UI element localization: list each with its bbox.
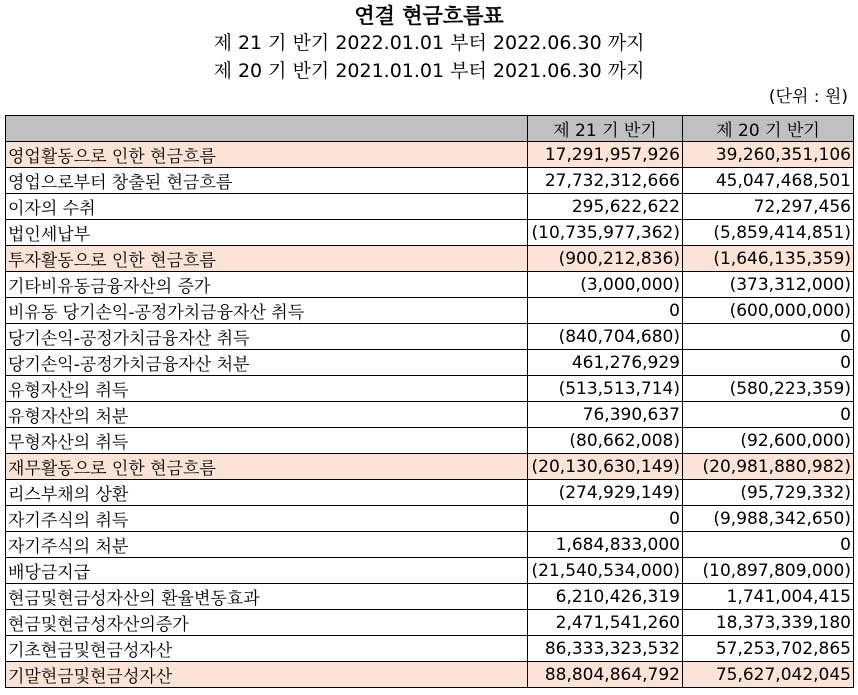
row-current: (20,130,630,149) [528, 454, 683, 480]
cash-flow-table [5, 115, 854, 688]
row-current: (21,540,534,000) [528, 558, 683, 584]
row-prior: (600,000,000) [683, 298, 854, 324]
row-current: 0 [528, 506, 683, 532]
header-current-period: 제 21 기 반기 [528, 116, 683, 142]
table-row [6, 610, 854, 636]
row-prior: (5,859,414,851) [683, 220, 854, 246]
table-row [6, 324, 854, 350]
row-prior: 45,047,468,501 [683, 168, 854, 194]
row-prior: 0 [683, 324, 854, 350]
row-prior: 72,297,456 [683, 194, 854, 220]
row-current: (840,704,680) [528, 324, 683, 350]
row-label: 영업으로부터 창출된 현금흐름 [6, 168, 528, 194]
row-current: (10,735,977,362) [528, 220, 683, 246]
row-current: 86,333,323,532 [528, 636, 683, 662]
table-row [6, 636, 854, 662]
row-prior: 18,373,339,180 [683, 610, 854, 636]
row-prior: (9,988,342,650) [683, 506, 854, 532]
row-current: (80,662,008) [528, 428, 683, 454]
table-row [6, 350, 854, 376]
row-prior: (10,897,809,000) [683, 558, 854, 584]
table-row [6, 142, 854, 168]
row-label: 법인세납부 [6, 220, 528, 246]
row-prior: 0 [683, 532, 854, 558]
row-label: 유형자산의 처분 [6, 402, 528, 428]
row-prior: (580,223,359) [683, 376, 854, 402]
row-current: 1,684,833,000 [528, 532, 683, 558]
table-row [6, 402, 854, 428]
row-label: 당기손익-공정가치금융자산 처분 [6, 350, 528, 376]
table-row [6, 558, 854, 584]
row-label: 리스부채의 상환 [6, 480, 528, 506]
table-row [6, 194, 854, 220]
table-row [6, 584, 854, 610]
row-prior: (1,646,135,359) [683, 246, 854, 272]
period-current: 제 21 기 반기 2022.01.01 부터 2022.06.30 까지 [213, 32, 645, 54]
table-row [6, 272, 854, 298]
table-row [6, 454, 854, 480]
row-label: 투자활동으로 인한 현금흐름 [6, 246, 528, 272]
row-current: 2,471,541,260 [528, 610, 683, 636]
row-label: 현금및현금성자산의 환율변동효과 [6, 584, 528, 610]
table-row [6, 246, 854, 272]
table-row [6, 168, 854, 194]
row-prior: (20,981,880,982) [683, 454, 854, 480]
table-row [6, 428, 854, 454]
row-label: 무형자산의 취득 [6, 428, 528, 454]
row-label: 기타비유동금융자산의 증가 [6, 272, 528, 298]
row-label: 기말현금및현금성자산 [6, 662, 528, 688]
row-current: (274,929,149) [528, 480, 683, 506]
row-current: (3,000,000) [528, 272, 683, 298]
row-label: 유형자산의 취득 [6, 376, 528, 402]
table-row [6, 220, 854, 246]
row-current: (513,513,714) [528, 376, 683, 402]
row-current: 461,276,929 [528, 350, 683, 376]
table-row [6, 662, 854, 688]
unit-label: (단위 : 원) [768, 87, 848, 107]
table-row [6, 506, 854, 532]
row-prior: 57,253,702,865 [683, 636, 854, 662]
row-current: 0 [528, 298, 683, 324]
row-label: 영업활동으로 인한 현금흐름 [6, 142, 528, 168]
row-label: 자기주식의 취득 [6, 506, 528, 532]
row-prior: 0 [683, 350, 854, 376]
row-prior: (95,729,332) [683, 480, 854, 506]
row-prior: 75,627,042,045 [683, 662, 854, 688]
table-row [6, 480, 854, 506]
row-prior: 1,741,004,415 [683, 584, 854, 610]
row-current: 76,390,637 [528, 402, 683, 428]
report-header [0, 3, 858, 85]
row-label: 현금및현금성자산의증가 [6, 610, 528, 636]
header-prior-period: 제 20 기 반기 [683, 116, 854, 142]
row-label: 재무활동으로 인한 현금흐름 [6, 454, 528, 480]
row-prior: (92,600,000) [683, 428, 854, 454]
table-row [6, 532, 854, 558]
row-label: 배당금지급 [6, 558, 528, 584]
row-current: 27,732,312,666 [528, 168, 683, 194]
table-row [6, 298, 854, 324]
row-label: 당기손익-공정가치금융자산 취득 [6, 324, 528, 350]
report-title: 연결 현금흐름표 [354, 4, 504, 28]
row-current: 6,210,426,319 [528, 584, 683, 610]
period-prior: 제 20 기 반기 2021.01.01 부터 2021.06.30 까지 [213, 60, 645, 82]
row-prior: 0 [683, 402, 854, 428]
row-label: 자기주식의 처분 [6, 532, 528, 558]
row-prior: 39,260,351,106 [683, 142, 854, 168]
table-header-row [6, 116, 854, 142]
row-label: 비유동 당기손익-공정가치금융자산 취득 [6, 298, 528, 324]
row-prior: (373,312,000) [683, 272, 854, 298]
table-row [6, 376, 854, 402]
row-current: 88,804,864,792 [528, 662, 683, 688]
row-current: (900,212,836) [528, 246, 683, 272]
row-label: 이자의 수취 [6, 194, 528, 220]
row-current: 17,291,957,926 [528, 142, 683, 168]
header-label-cell [6, 116, 528, 142]
row-current: 295,622,622 [528, 194, 683, 220]
row-label: 기초현금및현금성자산 [6, 636, 528, 662]
